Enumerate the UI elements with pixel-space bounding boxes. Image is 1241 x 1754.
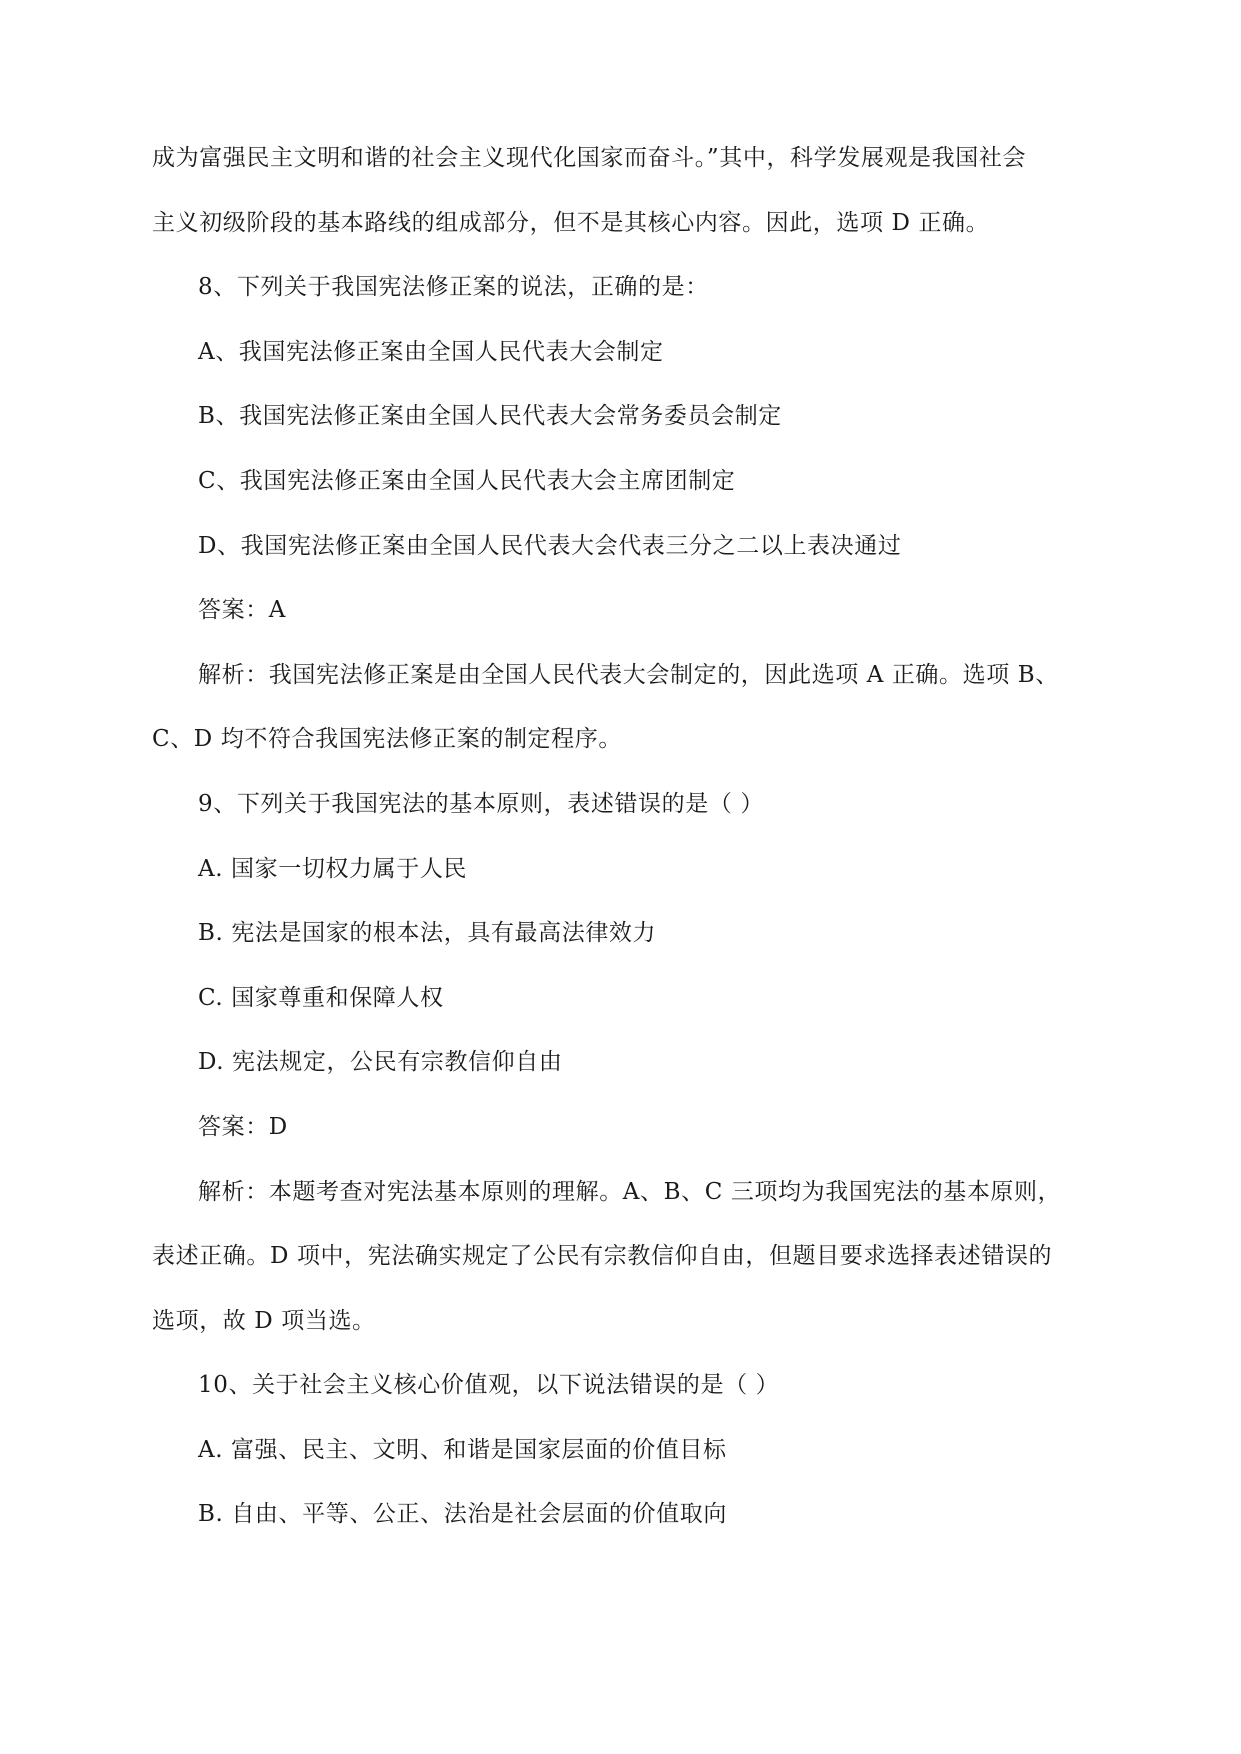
question-8-analysis: 解析：我国宪法修正案是由全国人民代表大会制定的，因此选项 A 正确。选项 B、 [198, 661, 1059, 688]
question-8-option-a: A、我国宪法修正案由全国人民代表大会制定 [198, 338, 664, 365]
question-9-option-b: B. 宪法是国家的根本法，具有最高法律效力 [198, 920, 657, 947]
question-10-option-b: B. 自由、平等、公正、法治是社会层面的价值取向 [198, 1501, 727, 1528]
question-9-analysis: 选项，故 D 项当选。 [152, 1307, 376, 1334]
question-9-option-c: C. 国家尊重和保障人权 [198, 984, 444, 1011]
question-9-stem: 9、下列关于我国宪法的基本原则，表述错误的是（ ） [198, 790, 764, 817]
paragraph-line: 主义初级阶段的基本路线的组成部分，但不是其核心内容。因此，选项 D 正确。 [152, 209, 990, 236]
question-8-option-c: C、我国宪法修正案由全国人民代表大会主席团制定 [198, 467, 736, 494]
question-8-option-b: B、我国宪法修正案由全国人民代表大会常务委员会制定 [198, 403, 782, 430]
question-9-analysis: 解析：本题考查对宪法基本原则的理解。A、B、C 三项均为我国宪法的基本原则， [198, 1178, 1062, 1205]
paragraph-line: 成为富强民主文明和谐的社会主义现代化国家而奋斗。”其中，科学发展观是我国社会 [152, 145, 1027, 171]
question-8-analysis: C、D 均不符合我国宪法修正案的制定程序。 [152, 726, 622, 753]
question-10-stem: 10、关于社会主义核心价值观，以下说法错误的是（ ） [198, 1372, 780, 1399]
question-9-analysis: 表述正确。D 项中，宪法确实规定了公民有宗教信仰自由，但题目要求选择表述错误的 [152, 1243, 1053, 1270]
question-9-answer: 答案：D [198, 1113, 288, 1140]
question-10-option-a: A. 富强、民主、文明、和谐是国家层面的价值目标 [198, 1436, 727, 1463]
question-8-option-d: D、我国宪法修正案由全国人民代表大会代表三分之二以上表决通过 [198, 532, 902, 559]
document-body [152, 146, 1092, 1567]
question-8-answer: 答案：A [198, 597, 287, 624]
question-9-option-a: A. 国家一切权力属于人民 [198, 855, 468, 882]
question-8-stem: 8、下列关于我国宪法修正案的说法，正确的是： [198, 274, 709, 301]
question-9-option-d: D. 宪法规定，公民有宗教信仰自由 [198, 1049, 563, 1076]
